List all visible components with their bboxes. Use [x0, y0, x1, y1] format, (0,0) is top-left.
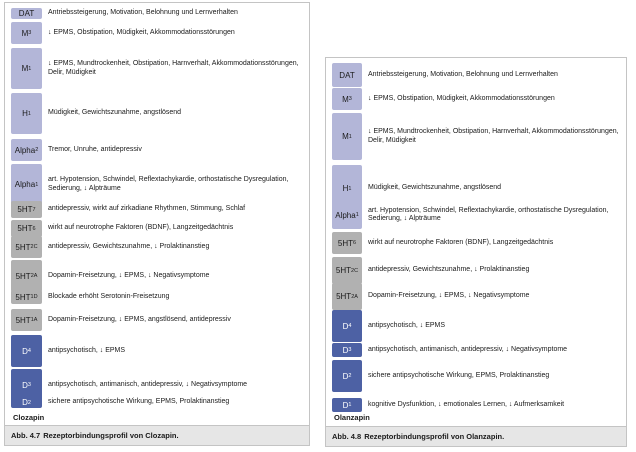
receptor-name: Alpha — [335, 210, 356, 220]
drug-label: Olanzapin — [334, 413, 370, 422]
receptor-subtype: 3 — [27, 382, 31, 388]
receptor-name: M — [21, 28, 29, 38]
receptor-row — [11, 370, 307, 400]
receptor-effect: antipsychotisch, antimanisch, antidepressiv, ↓ Negativsymptome — [368, 345, 568, 353]
receptor-row — [332, 89, 624, 109]
caption-number: Abb. 4.8 — [332, 432, 362, 441]
receptor-name: D — [22, 398, 28, 407]
figure-caption — [325, 427, 627, 447]
caption-number: Abb. 4.7 — [11, 431, 41, 440]
receptor-subtype: 2A — [351, 293, 358, 300]
receptor-row — [11, 9, 307, 18]
receptor-box — [11, 236, 42, 258]
receptor-effect: sichere antipsychotische Wirkung, EPMS, Prolaktinanstieg — [48, 398, 230, 406]
receptor-row — [332, 344, 624, 356]
receptor-subtype: 1 — [348, 133, 352, 140]
receptor-box — [11, 397, 42, 408]
receptor-subtype: 1 — [355, 212, 359, 218]
receptor-box — [332, 88, 362, 110]
receptor-subtype: 1D — [30, 294, 38, 300]
receptor-row — [332, 399, 624, 411]
receptor-effect: antidepressiv, Gewichtszunahme, ↓ Prolaktinanstieg — [368, 266, 530, 274]
receptor-name: DAT — [339, 70, 355, 80]
receptor-row — [11, 94, 307, 133]
receptor-name: Alpha — [14, 180, 36, 189]
receptor-name: D — [342, 345, 349, 355]
receptor-subtype: 2 — [35, 147, 39, 153]
receptor-row — [11, 49, 307, 88]
receptor-effect: Müdigkeit, Gewichtszunahme, angstlösend — [368, 184, 502, 192]
receptor-subtype: 1A — [30, 317, 38, 323]
receptor-profile-panel — [4, 2, 310, 426]
receptor-subtype: 1 — [27, 110, 31, 117]
receptor-box — [11, 290, 42, 304]
receptor-effect: art. Hypotension, Schwindel, Reflextachykardie, orthostatische Dysregulation, Sedierung, ↓ Alpträume — [368, 206, 609, 222]
receptor-name: D — [342, 400, 349, 410]
receptor-row — [11, 336, 307, 366]
receptor-row — [11, 398, 307, 407]
receptor-effect: Müdigkeit, Gewichtszunahme, angstlösend — [48, 109, 182, 117]
receptor-row — [11, 23, 307, 43]
receptor-row — [11, 221, 307, 236]
receptor-name: D — [342, 371, 349, 381]
receptor-row — [332, 64, 624, 86]
receptor-name: D — [22, 380, 28, 390]
receptor-row — [11, 310, 307, 330]
receptor-name: Alpha — [14, 145, 36, 155]
receptor-row — [332, 311, 624, 341]
receptor-name: M — [21, 64, 29, 73]
receptor-effect: Antriebssteigerung, Motivation, Belohnung und Lernverhalten — [368, 70, 558, 78]
receptor-box — [11, 309, 42, 331]
receptor-row — [332, 258, 624, 283]
receptor-box — [332, 257, 362, 284]
receptor-box — [11, 201, 42, 218]
receptor-name: 5HT — [337, 238, 354, 248]
receptor-name: 5HT — [15, 292, 31, 302]
receptor-box — [332, 360, 362, 392]
receptor-profile-panel — [325, 57, 627, 427]
receptor-effect: Dopamin-Freisetzung, ↓ EPMS, ↓ Negativsymptome — [48, 271, 210, 279]
receptor-effect: ↓ EPMS, Obstipation, Müdigkeit, Akkommodationsstörungen — [48, 28, 235, 36]
receptor-effect: Dopamin-Freisetzung, ↓ EPMS, ↓ Negativsymptome — [368, 292, 530, 300]
receptor-effect: antipsychotisch, ↓ EPMS — [48, 346, 126, 354]
receptor-name: 5HT — [15, 271, 31, 281]
receptor-effect: art. Hypotension, Schwindel, Reflextachykardie, orthostatische Dysregulation, Sedierung, ↓ Alpträume — [48, 176, 289, 192]
receptor-name: 5HT — [15, 242, 31, 252]
receptor-subtype: 3 — [28, 30, 32, 36]
receptor-name: 5HT — [17, 205, 33, 214]
receptor-name: M — [342, 94, 349, 104]
figure-olanzapin — [325, 57, 627, 447]
receptor-subtype: 1 — [348, 402, 352, 408]
receptor-name: 5HT — [17, 224, 33, 233]
receptor-box — [11, 93, 42, 134]
drug-label: Clozapin — [13, 413, 45, 422]
receptor-name: DAT — [18, 9, 35, 18]
receptor-box — [332, 232, 362, 254]
receptor-box — [332, 63, 362, 87]
receptor-box — [11, 22, 42, 44]
receptor-effect: Tremor, Unruhe, antidepressiv — [48, 145, 142, 153]
receptor-box — [11, 139, 42, 161]
receptor-row — [11, 165, 307, 204]
receptor-box — [332, 113, 362, 160]
receptor-subtype: 2C — [30, 244, 38, 250]
receptor-row — [332, 361, 624, 391]
receptor-row — [11, 202, 307, 217]
receptor-row — [11, 291, 307, 303]
receptor-box — [11, 8, 42, 19]
receptor-name: 5HT — [15, 315, 31, 325]
receptor-effect: antidepressiv, Gewichtszunahme, ↓ Prolaktinanstieg — [48, 242, 210, 250]
receptor-subtype: 4 — [348, 323, 352, 329]
receptor-effect: ↓ EPMS, Obstipation, Müdigkeit, Akkommodationsstörungen — [368, 94, 555, 102]
receptor-subtype: 2C — [351, 267, 359, 274]
receptor-row — [11, 261, 307, 291]
receptor-effect: kognitive Dysfunktion, ↓ emotionales Lernen, ↓ Aufmerksamkeit — [368, 400, 565, 408]
receptor-box — [332, 201, 362, 229]
receptor-subtype: 3 — [348, 347, 352, 353]
receptor-effect: ↓ EPMS, Mundtrockenheit, Obstipation, Harnverhalt, Akkommodationsstörungen, Delir, Müdigkeit — [48, 60, 299, 76]
figure-clozapin — [4, 2, 310, 446]
caption-title: Rezeptorbindungsprofil von Olanzapin. — [364, 432, 505, 441]
receptor-name: D — [342, 321, 349, 331]
receptor-box — [332, 283, 362, 310]
receptor-name: 5HT — [336, 292, 352, 301]
receptor-subtype: 6 — [353, 240, 357, 246]
receptor-row — [11, 237, 307, 257]
receptor-effect: antipsychotisch, ↓ EPMS — [368, 321, 446, 329]
receptor-effect: antipsychotisch, antimanisch, antidepressiv, ↓ Negativsymptome — [48, 380, 248, 388]
receptor-subtype: 4 — [27, 348, 31, 354]
receptor-effect: Blockade erhöht Serotonin-Freisetzung — [48, 292, 170, 300]
receptor-box — [332, 310, 362, 342]
receptor-effect: antidepressiv, wirkt auf zirkadiane Rhythmen, Stimmung, Schlaf — [48, 205, 246, 213]
receptor-subtype: 2A — [30, 273, 38, 279]
figure-caption — [4, 426, 310, 446]
receptor-name: H — [342, 184, 349, 193]
receptor-effect: ↓ EPMS, Mundtrockenheit, Obstipation, Harnverhalt, Akkommodationsstörungen, Delir, Müdigkeit — [368, 128, 619, 144]
receptor-box — [332, 343, 362, 357]
receptor-subtype: 1 — [28, 65, 32, 72]
receptor-subtype: 2 — [348, 373, 352, 379]
receptor-name: H — [22, 109, 28, 118]
receptor-row — [332, 114, 624, 159]
receptor-effect: wirkt auf neurotrophe Faktoren (BDNF), Langzeitgedächtnis — [48, 224, 234, 232]
receptor-row — [332, 202, 624, 228]
receptor-box — [11, 335, 42, 367]
receptor-row — [332, 284, 624, 309]
receptor-subtype: 1 — [35, 181, 39, 188]
receptor-box — [11, 48, 42, 89]
caption-title: Rezeptorbindungsprofil von Clozapin. — [43, 431, 179, 440]
receptor-effect: sichere antipsychotische Wirkung, EPMS, Prolaktinanstieg — [368, 371, 550, 379]
receptor-effect: wirkt auf neurotrophe Faktoren (BDNF), Langzeitgedächtnis — [368, 238, 554, 246]
receptor-box — [11, 260, 42, 292]
receptor-effect: Antriebssteigerung, Motivation, Belohnung und Lernverhalten — [48, 9, 238, 17]
receptor-subtype: 1 — [348, 185, 352, 192]
receptor-row — [332, 233, 624, 253]
receptor-box — [11, 164, 42, 205]
receptor-subtype: 6 — [32, 225, 36, 232]
receptor-subtype: 7 — [32, 206, 36, 213]
receptor-name: M — [342, 132, 349, 141]
receptor-effect: Dopamin-Freisetzung, ↓ EPMS, angstlösend, antidepressiv — [48, 315, 231, 323]
receptor-subtype: 3 — [348, 96, 352, 102]
receptor-subtype: 2 — [27, 399, 31, 406]
receptor-box — [332, 398, 362, 412]
receptor-name: 5HT — [335, 266, 352, 275]
receptor-box — [11, 220, 42, 237]
receptor-name: D — [22, 346, 28, 356]
receptor-row — [11, 140, 307, 160]
